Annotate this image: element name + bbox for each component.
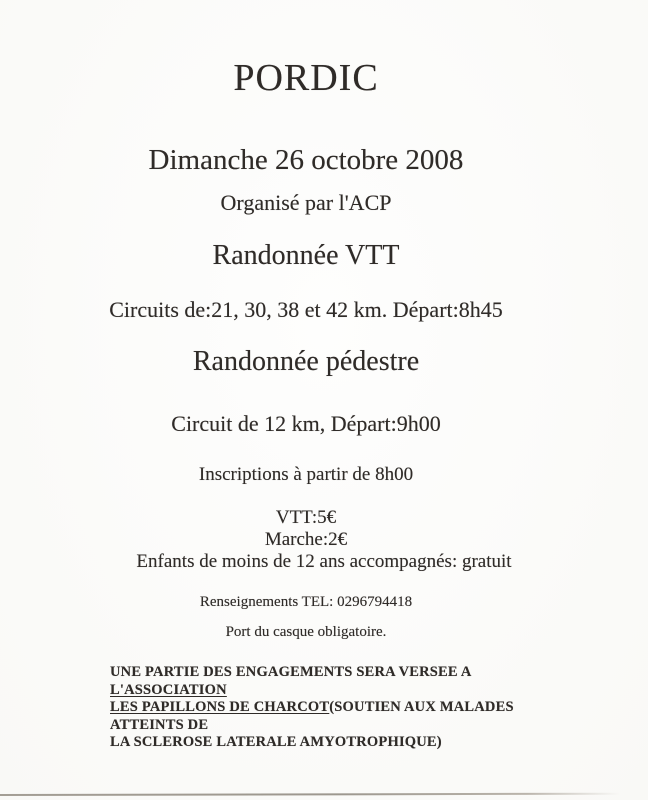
footer-note-line2-rest: (SOUTIEN AUX MALADES ATTEINTS DE [110, 699, 514, 733]
helmet-line: Port du casque obligatoire. [225, 624, 387, 640]
registration-line: Inscriptions à partir de 8h00 [198, 464, 414, 485]
fee-vtt: VTT:5€ [275, 507, 337, 528]
fee-marche: Marche:2€ [264, 529, 348, 550]
footer-note-text: UNE PARTIE DES ENGAGEMENTS SERA VERSEE A [110, 664, 471, 680]
pedestre-heading: Randonnée pédestre [192, 346, 420, 377]
footer-note-papillons-underlined: LES PAPILLONS DE CHARCOT [110, 699, 330, 715]
page-title: PORDIC [233, 57, 379, 99]
contact-line: Renseignements TEL: 0296794418 [199, 594, 413, 610]
fee-children: Enfants de moins de 12 ans accompagnés: gratuit [136, 551, 512, 572]
footer-note-line3: LA SCLEROSE LATERALE AMYOTROPHIQUE) [110, 734, 442, 750]
event-date: Dimanche 26 octobre 2008 [148, 144, 464, 176]
organizer-line: Organisé par l'ACP [220, 190, 392, 215]
vtt-heading: Randonnée VTT [212, 240, 400, 271]
footer-note-association-underlined: L'ASSOCIATION [110, 681, 227, 698]
pedestre-details: Circuit de 12 km, Départ:9h00 [171, 411, 441, 436]
vtt-details: Circuits de:21, 30, 38 et 42 km. Départ:8h45 [109, 297, 503, 322]
footer-note [110, 664, 580, 752]
scan-edge-line [0, 793, 620, 796]
